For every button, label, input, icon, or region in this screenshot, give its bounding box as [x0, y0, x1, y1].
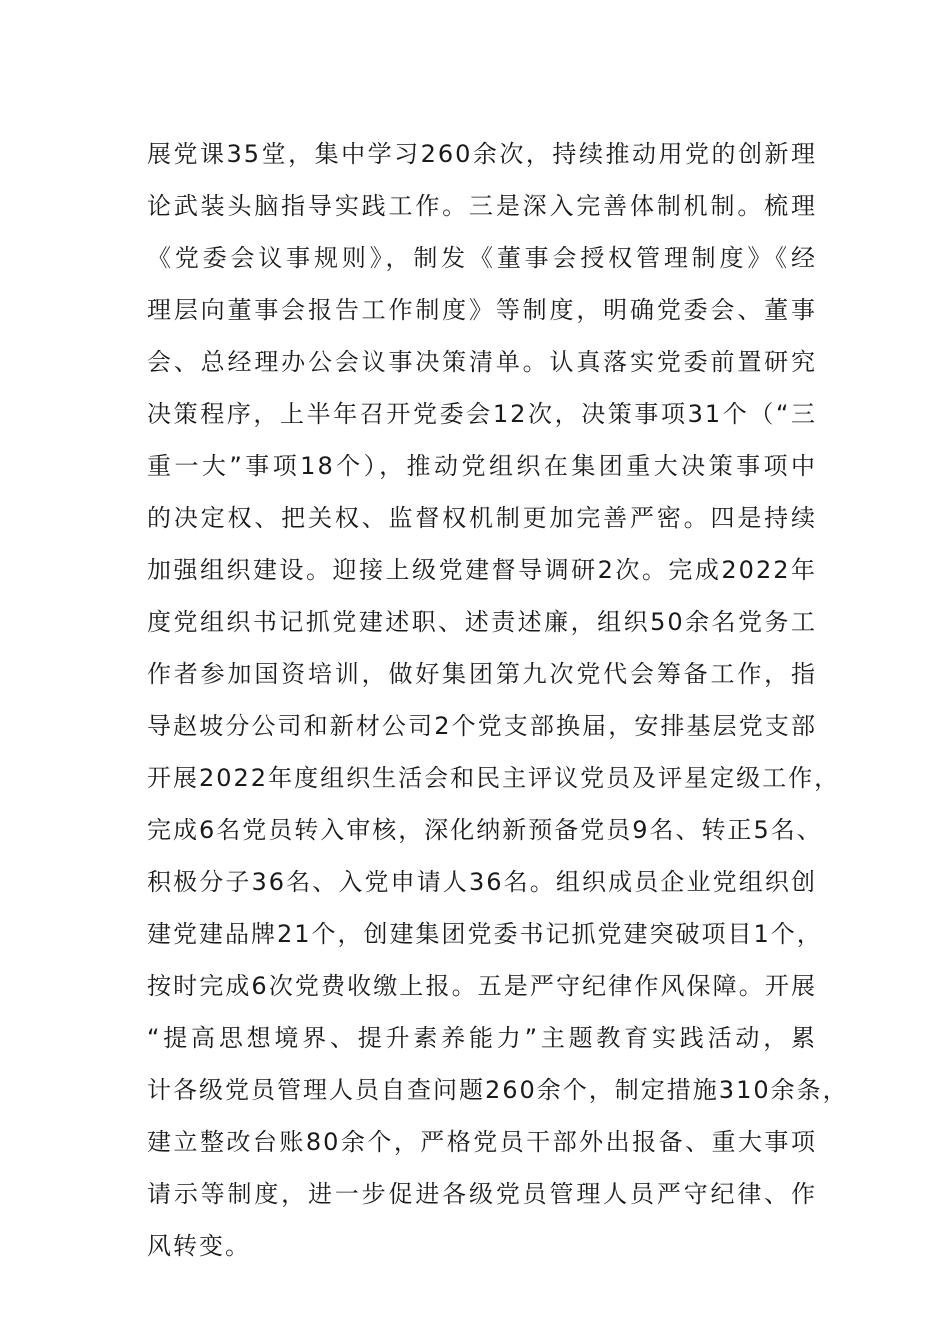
text-line-11: 作者参加国资培训，做好集团第九次党代会筹备工作，指 — [147, 660, 817, 688]
text-line-19: 计各级党员管理人员自查问题260余个，制定措施310余条， — [147, 1076, 849, 1104]
text-line-5: 会、总经理办公会议事决策清单。认真落实党委前置研究 — [147, 348, 817, 376]
text-line-13: 开展2022年度组织生活会和民主评议党员及评星定级工作， — [147, 764, 841, 792]
text-line-16: 建党建品牌21个，创建集团党委书记抓党建突破项目1个， — [147, 920, 823, 948]
text-line-9: 加强组织建设。迎接上级党建督导调研2次。完成2022年 — [147, 556, 817, 584]
text-line-20: 建立整改台账80余个，严格党员干部外出报备、重大事项 — [147, 1128, 817, 1156]
text-line-15: 积极分子36名、入党申请人36名。组织成员企业党组织创 — [147, 868, 817, 896]
text-line-21: 请示等制度，进一步促进各级党员管理人员严守纪律、作 — [147, 1180, 817, 1208]
text-line-17: 按时完成6次党费收缴上报。五是严守纪律作风保障。开展 — [147, 972, 817, 1000]
text-line-7: 重一大”事项18个），推动党组织在集团重大决策事项中 — [147, 452, 817, 480]
text-line-4: 理层向董事会报告工作制度》等制度，明确党委会、董事 — [147, 296, 817, 324]
text-line-2: 论武装头脑指导实践工作。三是深入完善体制机制。梳理 — [147, 192, 817, 220]
body-paragraph — [147, 128, 849, 1272]
text-line-14: 完成6名党员转入审核，深化纳新预备党员9名、转正5名、 — [147, 816, 823, 844]
text-line-1: 展党课35堂，集中学习260余次，持续推动用党的创新理 — [147, 140, 817, 168]
text-line-10: 度党组织书记抓党建述职、述责述廉，组织50余名党务工 — [147, 608, 817, 636]
text-line-6: 决策程序，上半年召开党委会12次，决策事项31个（“三 — [147, 400, 817, 428]
text-line-8: 的决定权、把关权、监督权机制更加完善严密。四是持续 — [147, 504, 817, 532]
text-line-12: 导赵坡分公司和新材公司2个党支部换届，安排基层党支部 — [147, 712, 817, 740]
text-line-22: 风转变。 — [147, 1232, 251, 1260]
text-line-3: 《党委会议事规则》，制发《董事会授权管理制度》《经 — [147, 244, 817, 272]
text-line-18: “提高思想境界、提升素养能力”主题教育实践活动，累 — [147, 1024, 817, 1052]
